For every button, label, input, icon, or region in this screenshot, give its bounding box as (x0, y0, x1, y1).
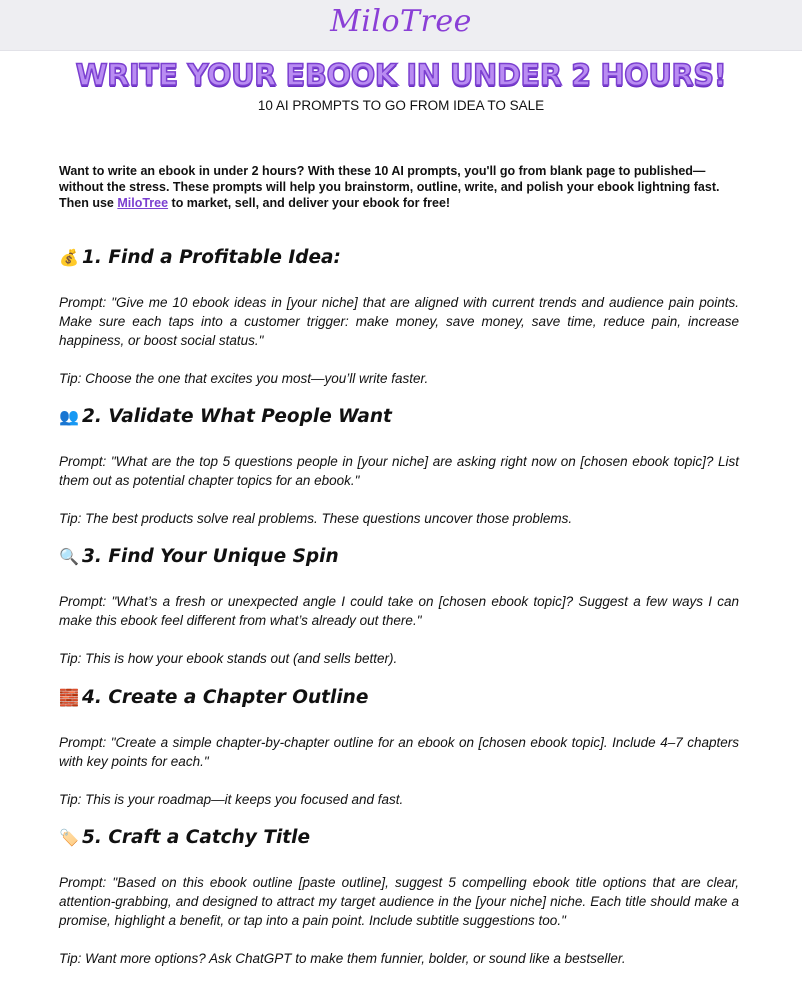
header-bar (0, 0, 802, 51)
section-find-profitable-idea (59, 245, 739, 388)
section-craft-catchy-title (59, 825, 739, 968)
intro-paragraph (59, 163, 743, 211)
brick-icon: 🧱 (59, 688, 79, 707)
people-icon: 👥 (59, 407, 79, 426)
intro-text-end: to market, sell, and deliver your ebook for free! (168, 196, 451, 210)
section-title (59, 685, 739, 711)
milotree-link[interactable]: MiloTree (117, 196, 169, 210)
label-tag-icon: 🏷️ (59, 828, 79, 847)
section-title (59, 825, 739, 851)
money-bag-icon: 💰 (59, 248, 79, 267)
tip-text: Tip: This is how your ebook stands out (and sells better). (59, 651, 398, 666)
tip-text: Tip: The best products solve real problems. These questions uncover those problems. (59, 511, 573, 526)
prompt-text: Prompt: "What are the top 5 questions people in [your niche] are asking right now on [chosen ebook topic]? List them out as potential chapter topics for an ebook." (59, 454, 739, 488)
section-title-text: 5. Craft a Catchy Title (82, 827, 311, 848)
section-create-chapter-outline (59, 685, 739, 809)
section-title (59, 404, 739, 430)
section-title-text: 3. Find Your Unique Spin (82, 546, 339, 567)
magnifying-glass-icon: 🔍 (59, 547, 79, 566)
tip-text: Tip: Choose the one that excites you most—you’ll write faster. (59, 371, 429, 386)
section-title-text: 2. Validate What People Want (82, 406, 392, 427)
section-title (59, 245, 739, 271)
prompt-text: Prompt: "Create a simple chapter-by-chapter outline for an ebook on [chosen ebook topic]. Include 4–7 chapters with key points for each." (59, 735, 739, 769)
milotree-logo[interactable]: MiloTree (330, 4, 472, 39)
prompt-text: Prompt: "What’s a fresh or unexpected angle I could take on [chosen ebook topic]? Suggest a few ways I can make this ebook feel different from what’s already out there." (59, 594, 739, 628)
page-subtitle: 10 AI PROMPTS TO GO FROM IDEA TO SALE (257, 98, 545, 113)
page-title: WRITE YOUR EBOOK IN UNDER 2 HOURS! (75, 58, 727, 92)
section-title-text: 4. Create a Chapter Outline (82, 687, 369, 708)
prompt-text: Prompt: "Based on this ebook outline [paste outline], suggest 5 compelling ebook title options that are clear, attention-grabbing, and designed to attract my target audience in the [your niche] niche. Each title should make a promise, highlight a benefit, or tap into a pain point. Include subtitle suggestions too." (59, 875, 739, 928)
prompt-text: Prompt: "Give me 10 ebook ideas in [your niche] that are aligned with current trends and audience pain points. Make sure each taps into a customer trigger: make money, save money, save time, reduce pain, increase happiness, or boost social status." (59, 295, 739, 348)
tip-text: Tip: This is your roadmap—it keeps you focused and fast. (59, 792, 404, 807)
section-find-unique-spin (59, 544, 739, 668)
section-validate-what-people-want (59, 404, 739, 528)
intro-text-start: Want to write an ebook in under 2 hours? With these 10 AI prompts, you'll go from blank page to published—without the stress. These prompts will help you brainstorm, outline, write, and polish your ebook lightning fast. Then use (59, 164, 720, 210)
section-title (59, 544, 739, 570)
tip-text: Tip: Want more options? Ask ChatGPT to make them funnier, bolder, or sound like a bestseller. (59, 951, 626, 966)
section-title-text: 1. Find a Profitable Idea: (82, 247, 341, 268)
